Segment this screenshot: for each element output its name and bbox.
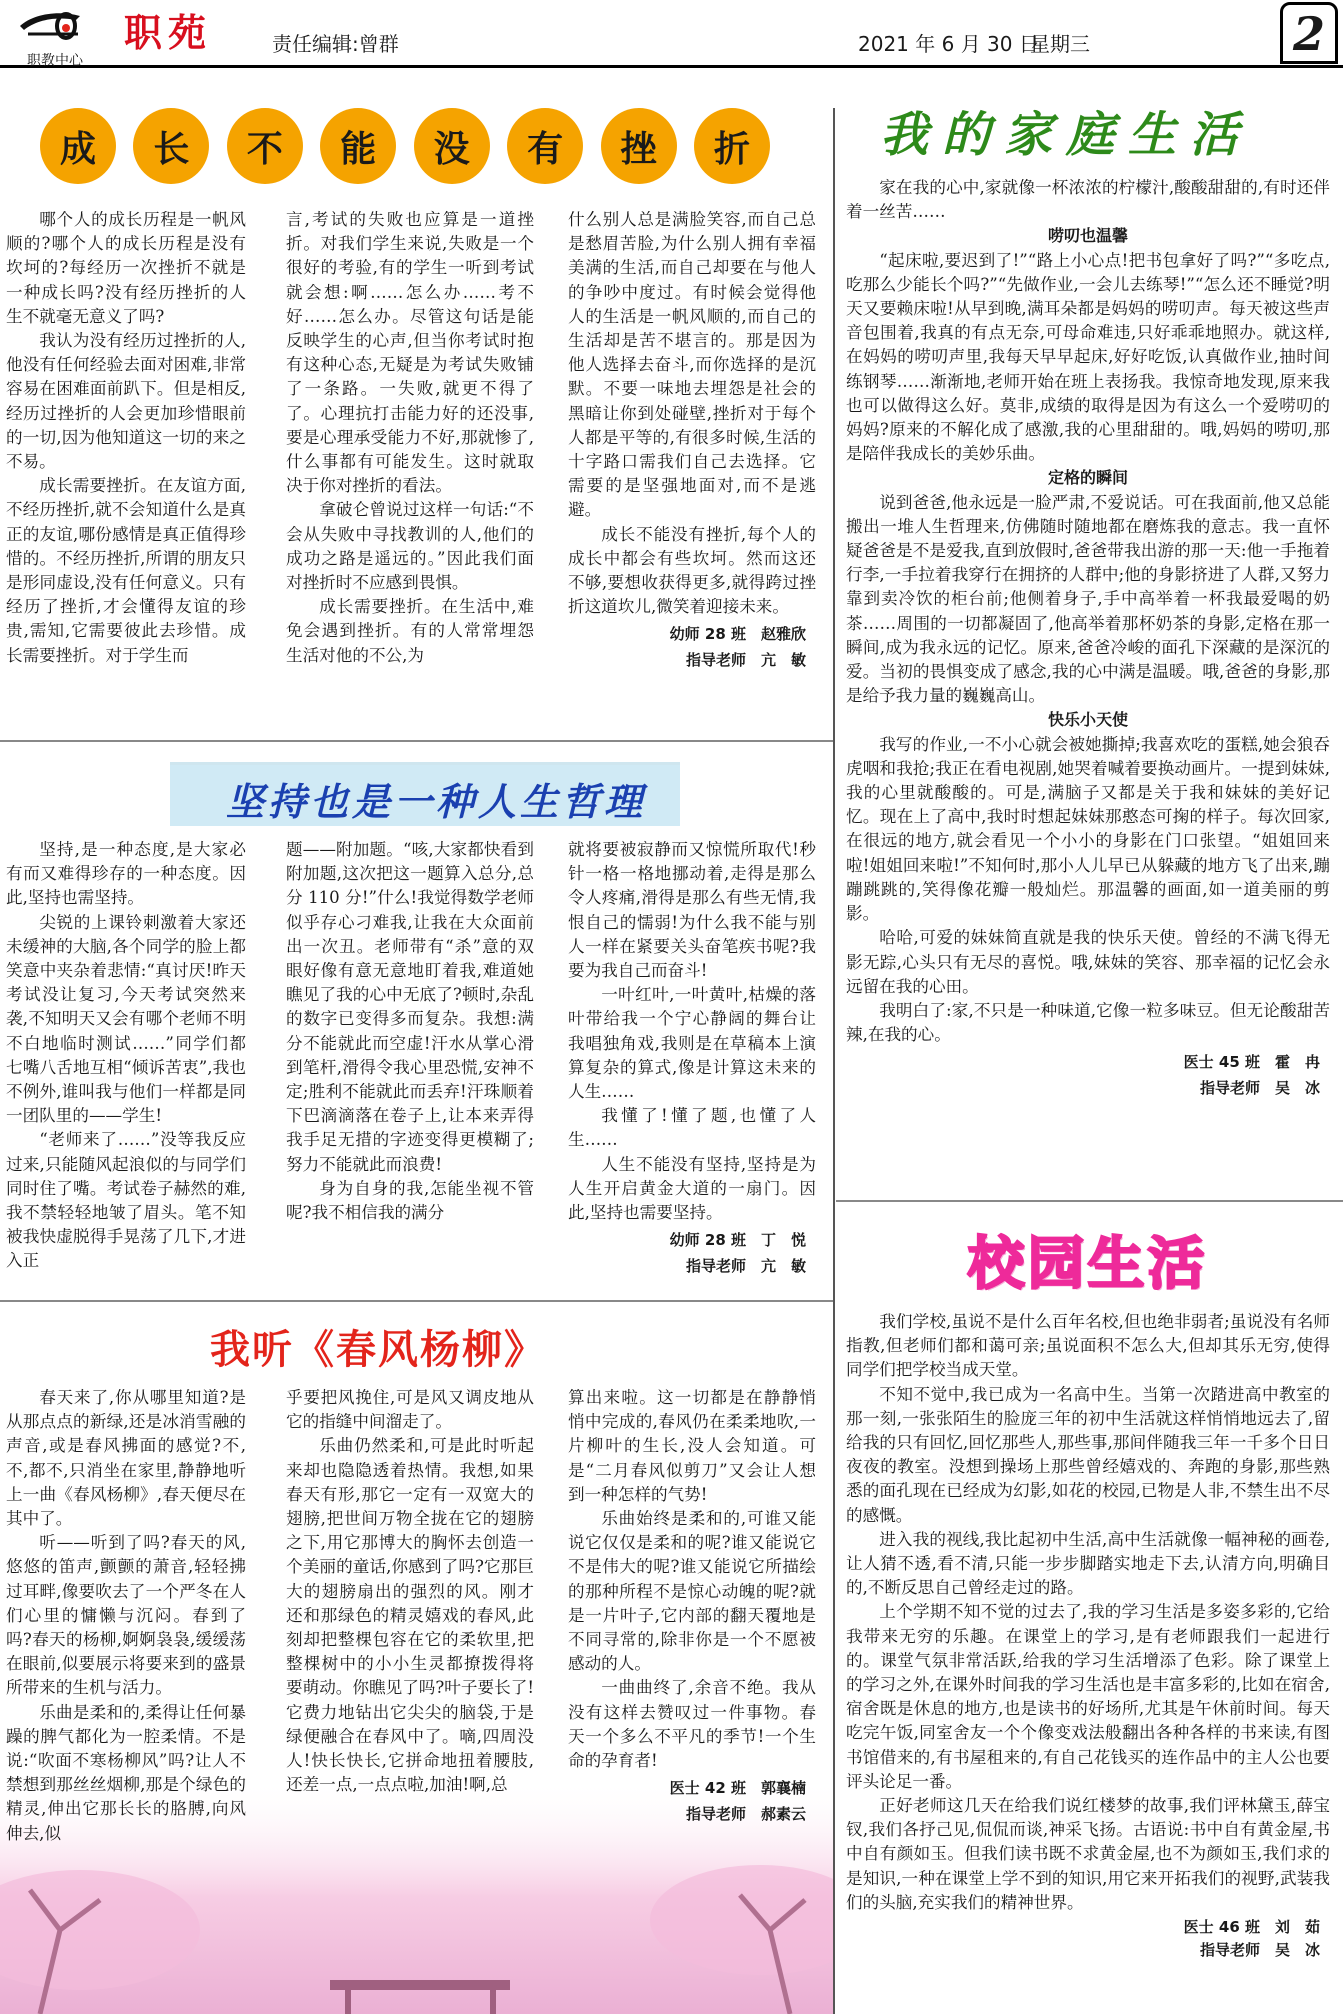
paragraph: 乐曲仍然柔和,可是此时听起来却也隐隐透着热情。我想,如果春天有形,那它一定有一双宽大的翅膀,把世间万物全拢在它的翅膀之下,用它那博大的胸怀去创造一个美丽的童话,你感到了吗?它那巨大的翅膀扇出的强烈的风。刚才还和那绿色的精灵嬉戏的春风,此刻却把整棵包容在它的柔软里,把整棵树中的小小生灵都撩拨得将要萌动。你瞧见了吗?叶子要长了!它费力地钻出它尖尖的脑袋,于是绿便融合在春风中了。嘀,四周没人!快长快长,它拼命地扭着腰肢,还差一点,一点点啦,加油!啊,总 — [286, 1436, 534, 1795]
masthead — [0, 0, 1343, 68]
teacher-byline: 指导老师 亢 敏 — [685, 1257, 806, 1276]
paragraph: 我明白了:家,不只是一种味道,它像一粒多味豆。但无论酸甜苦辣,在我的心。 — [846, 1000, 1330, 1045]
paragraph: 春天来了,你从哪里知道?是从那点点的新绿,还是冰消雪融的声音,或是春风拂面的感觉?不,不,都不,只消坐在家里,静静地听上一曲《春风杨柳》,春天便尽在其中了。 — [6, 1388, 246, 1529]
paragraph: 哪个人的成长历程是一帆风顺的?哪个人的成长历程是没有坎坷的?每经历一次挫折不就是一种成长吗?没有经历挫折的人生不就毫无意义了吗? — [6, 210, 246, 326]
section-name: 职苑 — [124, 10, 213, 55]
teacher-byline: 指导老师 吴 冰 — [1199, 1941, 1320, 1960]
section-divider — [836, 1200, 1343, 1202]
subheading: 快乐小天使 — [1047, 710, 1128, 730]
article3-column-3 — [568, 1386, 816, 1825]
paragraph: 我懂了!懂了题,也懂了人生…… — [568, 1106, 816, 1150]
article1-column-1 — [6, 208, 246, 668]
paragraph: 成长不能没有挫折,每个人的成长中都会有些坎坷。然而这还不够,要想收获得更多,就得跨过挫折这道坎儿,微笑着迎接未来。 — [568, 524, 816, 617]
author-byline: 幼师 28 班 丁 悦 — [669, 1231, 806, 1250]
article5-title: 校园生活 — [968, 1232, 1208, 1297]
teacher-byline: 指导老师 吴 冰 — [1199, 1079, 1320, 1098]
title-char: 有 — [507, 108, 583, 184]
school-logo — [10, 4, 90, 69]
paragraph: 言,考试的失败也应算是一道挫折。对我们学生来说,失败是一个很好的考验,有的学生一听到考试就会想:啊……怎么办……考不好……怎么办。尽管这句话是能反映学生的心声,但当你考试时抱有这种心态,无疑是为考试失败铺了一条路。一失败,就更不得了了。心理抗打击能力好的还没事,要是心理承受能力不好,那就惨了,什么事都有可能发生。这时就取决于你对挫折的看法。 — [286, 210, 534, 496]
paragraph: 坚持,是一种态度,是大家必有而又难得珍存的一种态度。因此,坚持也需坚持。 — [6, 840, 246, 908]
article3-column-2 — [286, 1386, 534, 1797]
paragraph: 一叶红叶,一叶黄叶,枯燥的落叶带给我一个宁心静阔的舞台让我唱独角戏,我则是在草稿本上演算复杂的算式,像是计算这未来的人生…… — [568, 985, 816, 1102]
article4-title: 我的家庭生活 — [880, 107, 1253, 163]
subheading: 唠叨也温馨 — [1047, 226, 1128, 246]
paragraph: 什么别人总是满脸笑容,而自己总是愁眉苦脸,为什么别人拥有幸福美满的生活,而自己却要在与他人的争吵中度过。有时候会觉得他人的生活是一帆风顺的,而自己的生活却是苦不堪言的。那是因为他人选择去奋斗,而你选择的是沉默。不要一味地去埋怨是社会的黑暗让你到处碰壁,挫折对于每个人都是平等的,有很多时候,生活的十字路口需我们自己去选择。它需要的是坚强地面对,而不是逃避。 — [568, 210, 816, 520]
article2-column-1 — [6, 838, 246, 1274]
article4-body — [846, 176, 1330, 1099]
paragraph: 人生不能没有坚持,坚持是为人生开启黄金大道的一扇门。因此,坚持也需要坚持。 — [568, 1154, 816, 1223]
paragraph: 就将要被寂静而又惊慌所取代!秒针一格一格地挪动着,走得是那么令人疼痛,滑得是那么有些无情,我恨自己的懦弱!为什么我不能与别人一样在紧要关头奋笔疾书呢?我要为我自己而奋斗! — [568, 840, 816, 981]
paragraph: “老师来了……”没等我反应过来,只能随风起浪似的与同学们同时住了嘴。考试卷子赫然的难,我不禁轻轻地皱了眉头。笔不知被我快虚脱得手晃荡了几下,才进入正 — [6, 1130, 246, 1271]
author-byline: 医士 42 班 郭襄楠 — [669, 1779, 806, 1798]
page-number: 2 — [1280, 2, 1338, 64]
article2-column-3 — [568, 838, 816, 1277]
issue-date: 2021 年 6 月 30 日 — [858, 32, 1039, 56]
paragraph: 算出来啦。这一切都是在静静悄悄中完成的,春风仍在柔柔地吹,一片柳叶的生长,没人会知道。可是“二月春风似剪刀”又会让人想到一种怎样的气势! — [568, 1388, 816, 1504]
article2-title-banner — [170, 762, 680, 826]
paragraph: 我认为没有经历过挫折的人,他没有任何经验去面对困难,非常容易在困难面前趴下。但是相反,经历过挫折的人会更加珍惜眼前的一切,因为他知道这一切的来之不易。 — [6, 331, 246, 472]
paragraph: 听——听到了吗?春天的风,悠悠的笛声,颤颤的萧音,轻轻拂过耳畔,像要吹去了一个严冬在人们心里的慵懒与沉闷。春到了吗?春天的杨柳,婀婀袅袅,缓缓荡在眼前,似要展示将要来到的盛景所带来的生机与活力。 — [6, 1533, 246, 1698]
article5-body — [846, 1310, 1330, 1961]
title-char: 挫 — [601, 108, 677, 184]
paragraph: 哈哈,可爱的妹妹简直就是我的快乐天使。曾经的不满飞得无影无踪,心头只有无尽的喜悦。哦,妹妹的笑容、那幸福的记忆会永远留在我的心田。 — [846, 928, 1330, 996]
article3-title: 我听《春风杨柳》 — [210, 1327, 546, 1373]
subheading: 定格的瞬间 — [1047, 468, 1128, 488]
article1-column-3 — [568, 208, 816, 671]
paragraph: 进入我的视线,我比起初中生活,高中生活就像一幅神秘的画卷,让人猜不透,看不清,只能一步步脚踏实地走下去,认清方向,明确目的,不断反思自己曾经走过的路。 — [846, 1529, 1330, 1598]
logo-text: 职教中心 — [27, 53, 83, 69]
paragraph: 上个学期不知不觉的过去了,我的学习生活是多姿多彩的,它给我带来无穷的乐趣。在课堂上的学习,是有老师跟我们一起进行的。课堂气氛非常活跃,给我的学习生活增添了色彩。除了课堂上的学习之外,在课外时间我的学习生活也是丰富多彩的,比如在宿舍,宿舍既是休息的地方,也是读书的好场所,尤其是午休前时间。每天吃完午饭,同室舍友一个个像变戏法般翻出各种各样的书来读,有图书馆借来的,有书屋租来的,有自己花钱买的连作品中的主人公也要评头论足一番。 — [846, 1602, 1330, 1791]
column-divider — [833, 108, 835, 2014]
title-char: 不 — [227, 108, 303, 184]
paragraph: “起床啦,要迟到了!”“路上小心点!把书包拿好了吗?”“多吃点,吃那么少能长个吗?”“先做作业,一会儿去练琴!”“怎么还不睡觉?明天又要赖床啦!从早到晚,满耳朵都是妈妈的唠叨声。每天被这些声音包围着,我真的有点无奈,可母命难违,只好乖乖地照办。就这样,在妈妈的唠叨声里,我每天早早起床,好好吃饭,认真做作业,抽时间练钢琴……渐渐地,老师开始在班上表扬我。我惊奇地发现,原来我也可以做得这么好。莫非,成绩的取得是因为有这么一个爱唠叨的妈妈?原来的不解化成了感激,我的心里甜甜的。哦,妈妈的唠叨,那是陪伴我成长的美妙乐曲。 — [846, 250, 1330, 464]
author-byline: 幼师 28 班 赵雅欣 — [669, 625, 806, 644]
paragraph: 正好老师这几天在给我们说红楼梦的故事,我们评林黛玉,薛宝钗,我们各抒己见,侃侃而谈,神采飞扬。古语说:书中自有黄金屋,书中自有颜如玉。但我们读书既不求黄金屋,也不为颜如玉,我们求的是知识,一种在课堂上学不到的知识,用它来开拓我们的视野,武装我们的头脑,充实我们的精神世界。 — [846, 1796, 1330, 1912]
teacher-byline: 指导老师 郝素云 — [685, 1805, 806, 1824]
paragraph: 尖锐的上课铃刺激着大家还未缓神的大脑,各个同学的脸上都笑意中夹杂着悲情:“真讨厌!昨天考试没让复习,今天考试突然来袭,不知明天又会有哪个老师不明不白地临时测试……”同学们都七嘴八舌地互相“倾诉苦衷”,我也不例外,谁叫我与他们一样都是同一团队里的——学生! — [6, 912, 246, 1126]
teacher-byline: 指导老师 亢 敏 — [685, 651, 806, 670]
article2-title: 坚持也是一种人生哲理 — [226, 780, 647, 824]
paragraph: 家在我的心中,家就像一杯浓浓的柠檬汁,酸酸甜甜的,有时还伴着一丝苦…… — [846, 178, 1330, 222]
article1-column-2 — [286, 208, 534, 668]
title-char: 能 — [320, 108, 396, 184]
issue-weekday: 星期三 — [1030, 32, 1090, 56]
paragraph: 乐曲始终是柔和的,可谁又能说它仅仅是柔和的呢?谁又能说它不是伟大的呢?谁又能说它所描绘的那种所程不是惊心动魄的呢?就是一片叶子,它内部的翻天覆地是不同寻常的,除非你是一个不愿被感动的人。 — [568, 1509, 816, 1674]
paragraph: 题——附加题。“咳,大家都快看到附加题,这次把这一题算入总分,总分 110 分!”什么!我觉得数学老师似乎存心刁难我,让我在大众面前出一次丑。老师带有“杀”意的双眼好像有意无意地盯着我,难道她瞧见了我的心中无底了?顿时,杂乱的数字已变得多而复杂。我想:满分不能就此而空虚!汗水从掌心滑到笔杆,滑得令我心里恐慌,安神不定;胜利不能就此而丢弃!汗珠顺着下巴滴滴落在卷子上,让本来弄得我手足无措的字迹变得更模糊了;努力不能就此而浪费! — [286, 840, 534, 1174]
paragraph: 拿破仑曾说过这样一句话:“不会从失败中寻找教训的人,他们的成功之路是遥远的。”因此我们面对挫折时不应感到畏惧。 — [286, 500, 534, 593]
title-char: 长 — [133, 108, 209, 184]
editor-credit: 责任编辑:曾群 — [272, 32, 399, 56]
section-divider — [0, 740, 833, 742]
author-byline: 医士 46 班 刘 茹 — [1183, 1918, 1320, 1937]
article2-column-2 — [286, 838, 534, 1225]
title-char: 折 — [694, 108, 770, 184]
paragraph: 成长需要挫折。在友谊方面,不经历挫折,就不会知道什么是真正的友谊,哪份感情是真正值得珍惜的。不经历挫折,所谓的朋友只是形同虚设,没有任何意义。只有经历了挫折,才会懂得友谊的珍贵,需知,它需要彼此去珍惜。成长需要挫折。对于学生而 — [6, 476, 246, 665]
paragraph: 身为自身的我,怎能坐视不管呢?我不相信我的满分 — [286, 1178, 534, 1223]
paragraph: 乐曲是柔和的,柔得让任何暴躁的脾气都化为一腔柔情。不是说:“吹面不寒杨柳风”吗?让人不禁想到那丝丝烟柳,那是个绿色的精灵,伸出它那长长的胳膊,向风伸去,似 — [6, 1702, 246, 1843]
author-byline: 医士 45 班 霍 冉 — [1183, 1053, 1320, 1072]
paragraph: 一曲曲终了,余音不绝。我从没有这样去赞叹过一件事物。春天一个多么不平凡的季节!一个生命的孕育者! — [568, 1678, 816, 1771]
paragraph: 乎要把风挽住,可是风又调皮地从它的指缝中间溜走了。 — [286, 1388, 534, 1432]
paragraph: 我写的作业,一不小心就会被她撕掉;我喜欢吃的蛋糕,她会狼吞虎咽和我抢;我正在看电视剧,她哭着喊着要换动画片。一提到妹妹,我的心里就酸酸的。可是,满脑子又都是关于我和妹妹的美好记忆。现在上了高中,我时时想起妹妹那憨态可掬的样子。每次回家,在很远的地方,就会看见一个小小的身影在门口张望。“姐姐回来啦!姐姐回来啦!”不知何时,那小人儿早已从躲藏的地方飞了出来,蹦蹦跳跳的,笑得像花瓣一般灿烂。那温馨的画面,如一道美丽的剪影。 — [846, 734, 1330, 924]
paragraph: 不知不觉中,我已成为一名高中生。当第一次踏进高中教室的那一刻,一张张陌生的脸庞三年的初中生活就这样悄悄地远去了,留给我的只有回忆,回忆那些人,那些事,那间伴随我三年一千多个日日夜夜的教室。没想到操场上那些曾经嬉戏的、奔跑的身影,那些熟悉的面孔现在已经成为幻影,如花的校园,已物是人非,不禁生出不尽的感慨。 — [846, 1384, 1330, 1525]
section-divider — [0, 1300, 833, 1302]
logo-swoosh-icon — [18, 4, 84, 46]
paragraph: 我们学校,虽说不是什么百年名校,但也绝非弱者;虽说没有名师指教,但老师们都和蔼可亲;虽说面积不怎么大,但却其乐无穷,使得同学们把学校当成天堂。 — [846, 1312, 1330, 1380]
title-char: 没 — [414, 108, 490, 184]
title-char: 成 — [40, 108, 116, 184]
paragraph: 成长需要挫折。在生活中,难免会遇到挫折。有的人常常埋怨生活对他的不公,为 — [286, 597, 534, 665]
article3-column-1 — [6, 1386, 246, 1846]
article1-title — [40, 108, 770, 186]
paragraph: 说到爸爸,他永远是一脸严肃,不爱说话。可在我面前,他又总能搬出一堆人生哲理来,仿佛随时随地都在磨炼我的意志。我一直怀疑爸爸是不是爱我,直到放假时,爸爸带我出游的那一天:他一手拖着行李,一手拉着我穿行在拥挤的人群中;他的身影挤进了人群,又努力靠到卖冷饮的柜台前;他侧着身子,手中高举着一杯我最爱喝的奶茶……周围的一切都凝固了,他高举着那杯奶茶的身影,定格在那一瞬间,成为我永远的记忆。原来,爸爸冷峻的面孔下深藏的是深沉的爱。当初的畏惧变成了感念,我的心中满是温暖。哦,爸爸的身影,那是给予我力量的巍巍高山。 — [846, 492, 1330, 706]
